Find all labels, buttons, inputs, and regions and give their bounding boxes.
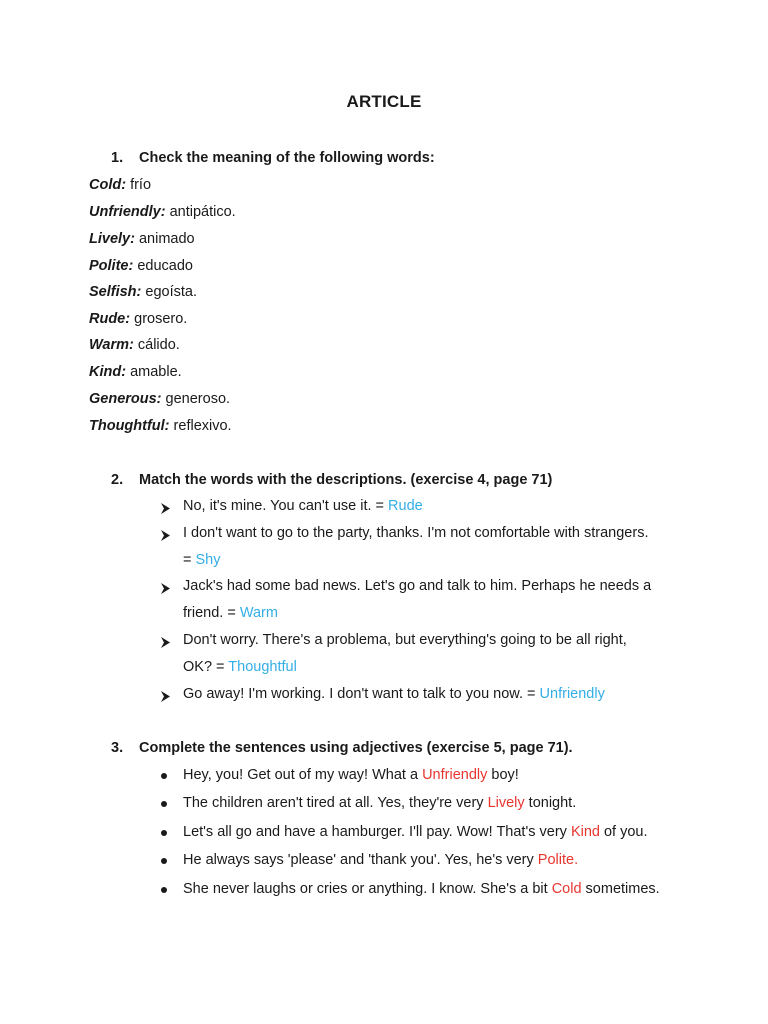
arrowhead-bullet-icon — [160, 637, 171, 648]
description-text: Don't worry. There's a problema, but everything's going to be all right, — [183, 632, 627, 648]
word-term: Unfriendly: — [89, 204, 166, 220]
answer-text: Warm — [239, 605, 278, 621]
word-entry — [89, 177, 151, 193]
word-term: Generous: — [89, 391, 162, 407]
arrowhead-bullet-icon — [160, 583, 171, 594]
section-2-heading — [111, 472, 552, 488]
word-term: Lively: — [89, 231, 135, 247]
answer-text: Thoughtful — [228, 659, 297, 675]
arrowhead-bullet-icon — [160, 530, 171, 541]
description-text: No, it's mine. You can't use it. = — [183, 498, 389, 514]
answer-text: Lively — [487, 795, 525, 811]
answer-text: Rude — [388, 498, 423, 514]
word-meaning: antipático. — [169, 204, 236, 220]
word-term: Rude: — [89, 311, 131, 327]
word-meaning: animado — [138, 231, 195, 247]
word-entry — [89, 284, 197, 300]
word-entry — [89, 204, 236, 220]
round-bullet-icon — [161, 858, 167, 864]
description-text: I don't want to go to the party, thanks. I'm not comfortable with strangers. — [183, 525, 649, 541]
answer-text: Shy — [195, 552, 221, 568]
document-title: ARTICLE — [346, 92, 422, 111]
word-entry — [89, 337, 180, 353]
answer-text: Kind — [570, 824, 600, 840]
section-3-number: 3. — [111, 740, 124, 756]
round-bullet-icon — [161, 887, 167, 893]
section-1-heading-text: Check the meaning of the following words: — [139, 150, 435, 166]
sentence-text: tonight. — [524, 795, 577, 811]
word-meaning: generoso. — [165, 391, 231, 407]
answer-text: Polite. — [537, 852, 579, 868]
answer-text: Cold — [551, 881, 582, 897]
list-item-continuation — [183, 552, 221, 568]
arrowhead-bullet-icon — [160, 503, 171, 514]
sentence-text: The children aren't tired at all. Yes, they're very — [183, 795, 488, 811]
word-entry — [89, 258, 193, 274]
sentence-text: sometimes. — [581, 881, 660, 897]
word-meaning: amable. — [130, 364, 182, 380]
word-term: Selfish: — [89, 284, 142, 300]
section-2-heading-text: Match the words with the descriptions. (exercise 4, page 71) — [139, 472, 553, 488]
word-meaning: egoísta. — [145, 284, 197, 300]
word-term: Kind: — [89, 364, 127, 380]
section-2-number: 2. — [111, 472, 124, 488]
section-3-heading — [111, 740, 573, 756]
word-term: Warm: — [89, 337, 134, 353]
section-1-heading — [111, 150, 435, 166]
sentence-text: Hey, you! Get out of my way! What a — [183, 767, 423, 783]
sentence-text: Let's all go and have a hamburger. I'll pay. Wow! That's very — [183, 824, 571, 840]
description-text: friend. = — [183, 605, 240, 621]
word-term: Cold: — [89, 177, 127, 193]
arrowhead-bullet-icon — [160, 691, 171, 702]
word-term: Thoughtful: — [89, 418, 170, 434]
word-entry — [89, 311, 187, 327]
sentence-text: He always says 'please' and 'thank you'. Yes, he's very — [183, 852, 538, 868]
description-text: = — [183, 552, 196, 568]
answer-text: Unfriendly — [422, 767, 488, 783]
word-meaning: reflexivo. — [173, 418, 232, 434]
answer-text: Unfriendly — [539, 686, 605, 702]
section-1-number: 1. — [111, 150, 124, 166]
description-text: Jack's had some bad news. Let's go and talk to him. Perhaps he needs a — [183, 578, 652, 594]
description-text: Go away! I'm working. I don't want to talk to you now. = — [183, 686, 540, 702]
word-entry — [89, 418, 232, 434]
sentence-text: of you. — [599, 824, 648, 840]
word-entry — [89, 231, 195, 247]
description-text: OK? = — [183, 659, 229, 675]
word-entry — [89, 364, 182, 380]
sentence-text: She never laughs or cries or anything. I know. She's a bit — [183, 881, 552, 897]
word-meaning: frío — [130, 177, 152, 193]
word-meaning: cálido. — [137, 337, 180, 353]
round-bullet-icon — [161, 830, 167, 836]
sentence-text: boy! — [487, 767, 519, 783]
word-meaning: educado — [137, 258, 193, 274]
word-entry — [89, 391, 230, 407]
round-bullet-icon — [161, 773, 167, 779]
list-item-continuation — [183, 659, 297, 675]
word-meaning: grosero. — [134, 311, 188, 327]
word-term: Polite: — [89, 258, 134, 274]
section-3-heading-text: Complete the sentences using adjectives (exercise 5, page 71). — [139, 740, 573, 756]
list-item-continuation — [183, 605, 278, 621]
round-bullet-icon — [161, 801, 167, 807]
